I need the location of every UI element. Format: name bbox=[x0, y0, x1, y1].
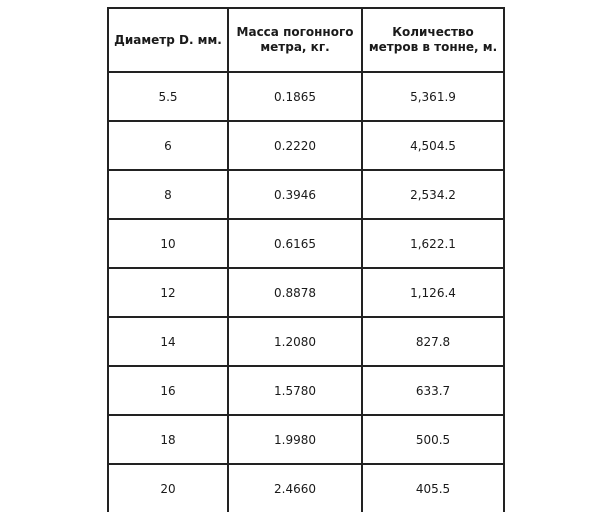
cell-diameter: 10 bbox=[108, 219, 228, 268]
cell-mass: 0.6165 bbox=[228, 219, 362, 268]
cell-meters: 633.7 bbox=[362, 366, 504, 415]
cell-diameter: 14 bbox=[108, 317, 228, 366]
cell-mass: 1.2080 bbox=[228, 317, 362, 366]
cell-diameter: 8 bbox=[108, 170, 228, 219]
header-mass-per-meter: Масса погонного метра, кг. bbox=[228, 8, 362, 72]
cell-mass: 0.1865 bbox=[228, 72, 362, 121]
table-header-row bbox=[108, 8, 504, 72]
cell-meters: 827.8 bbox=[362, 317, 504, 366]
header-meters-per-ton: Количество метров в тонне, м. bbox=[362, 8, 504, 72]
cell-mass: 2.4660 bbox=[228, 464, 362, 512]
table-row bbox=[108, 72, 504, 121]
cell-mass: 1.9980 bbox=[228, 415, 362, 464]
rebar-weight-table-container bbox=[107, 7, 503, 512]
cell-diameter: 18 bbox=[108, 415, 228, 464]
cell-mass: 0.8878 bbox=[228, 268, 362, 317]
cell-meters: 4,504.5 bbox=[362, 121, 504, 170]
cell-diameter: 6 bbox=[108, 121, 228, 170]
cell-mass: 0.3946 bbox=[228, 170, 362, 219]
cell-diameter: 5.5 bbox=[108, 72, 228, 121]
cell-diameter: 12 bbox=[108, 268, 228, 317]
cell-mass: 1.5780 bbox=[228, 366, 362, 415]
rebar-weight-table bbox=[107, 7, 505, 512]
table-row bbox=[108, 170, 504, 219]
cell-meters: 2,534.2 bbox=[362, 170, 504, 219]
header-diameter: Диаметр D. мм. bbox=[108, 8, 228, 72]
table-row bbox=[108, 219, 504, 268]
table-row bbox=[108, 121, 504, 170]
cell-diameter: 20 bbox=[108, 464, 228, 512]
table-row bbox=[108, 464, 504, 512]
cell-meters: 500.5 bbox=[362, 415, 504, 464]
table-row bbox=[108, 268, 504, 317]
table-row bbox=[108, 317, 504, 366]
cell-meters: 405.5 bbox=[362, 464, 504, 512]
cell-diameter: 16 bbox=[108, 366, 228, 415]
cell-meters: 1,622.1 bbox=[362, 219, 504, 268]
cell-meters: 1,126.4 bbox=[362, 268, 504, 317]
cell-meters: 5,361.9 bbox=[362, 72, 504, 121]
table-row bbox=[108, 366, 504, 415]
cell-mass: 0.2220 bbox=[228, 121, 362, 170]
table-row bbox=[108, 415, 504, 464]
